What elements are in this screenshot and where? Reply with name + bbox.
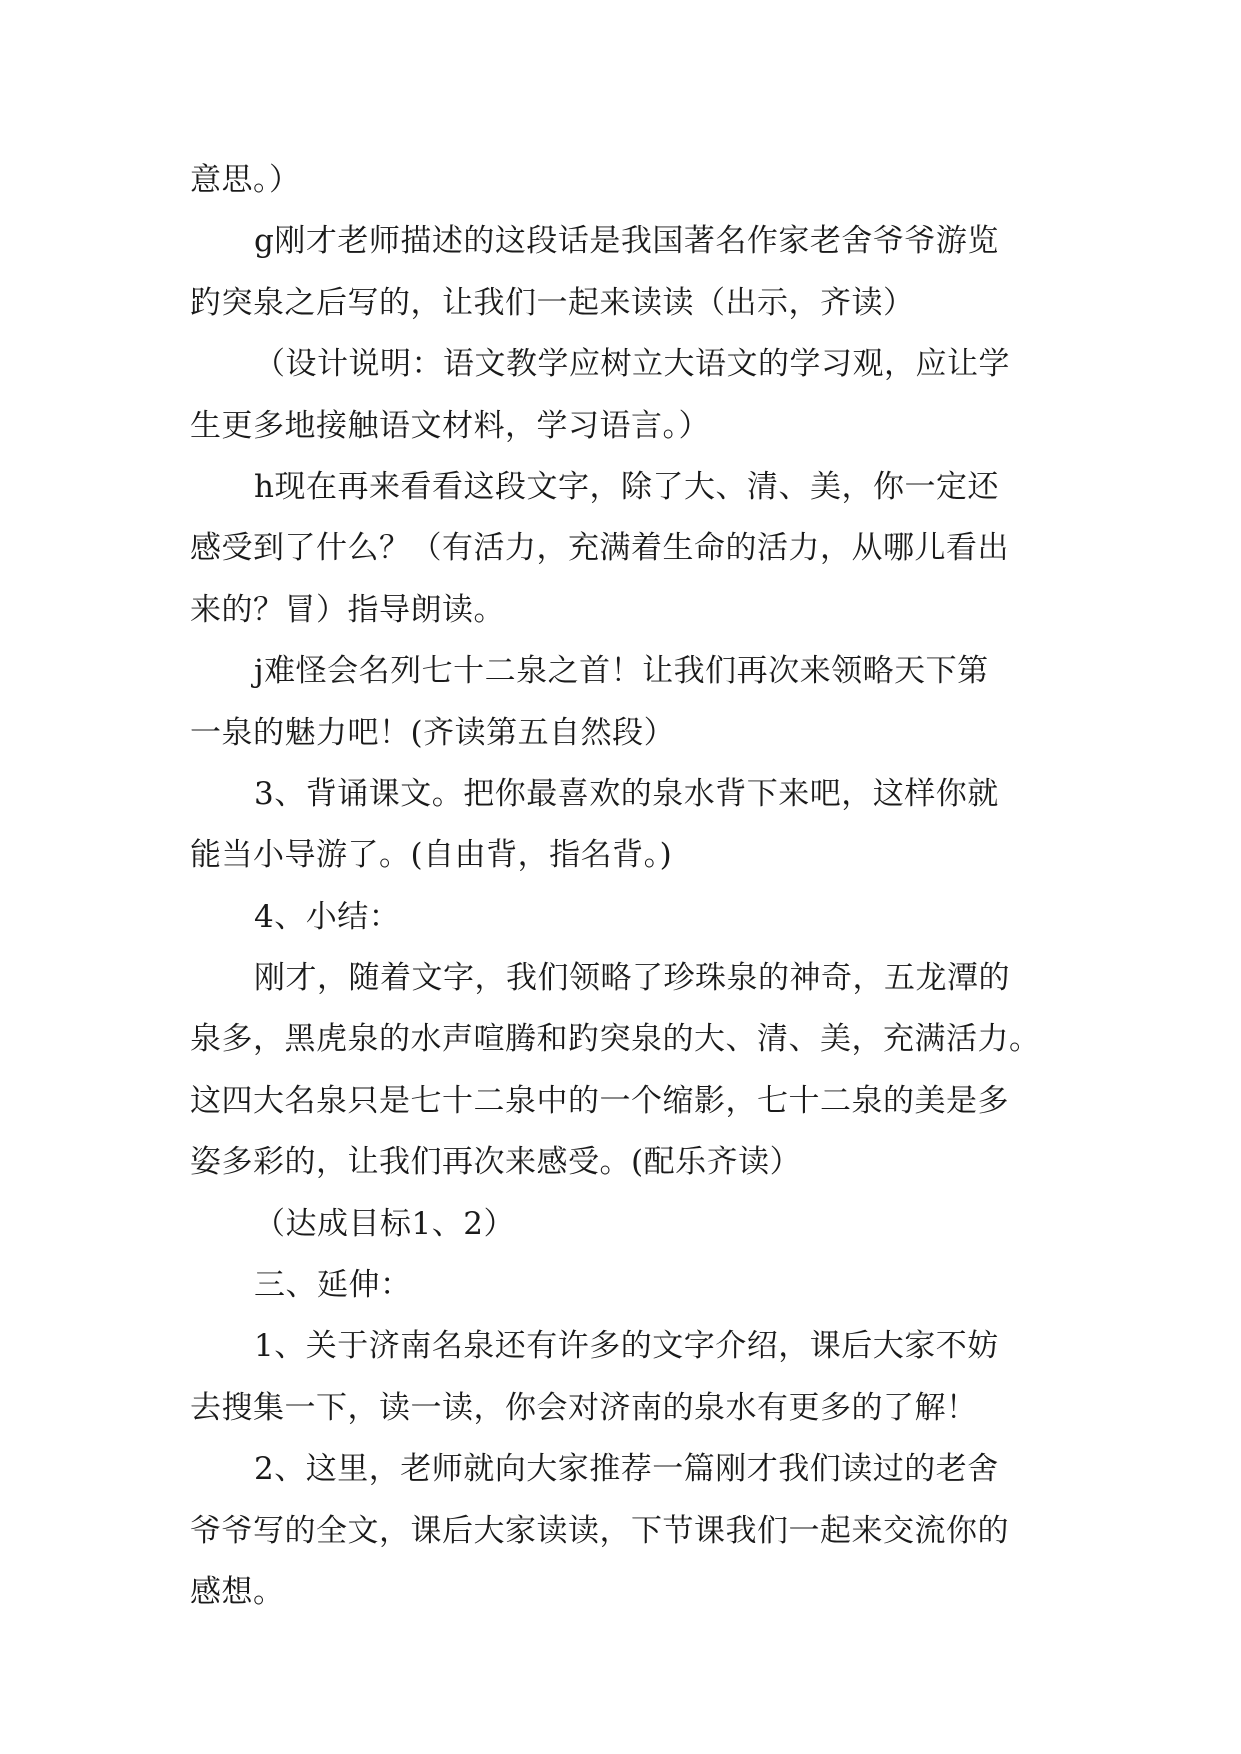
text-line: 感想。 bbox=[190, 1573, 285, 1610]
text-line: 能当小导游了。(自由背，指名背。) bbox=[190, 837, 673, 874]
text-line: 2、这里，老师就向大家推荐一篇刚才我们读过的老舍 bbox=[254, 1451, 999, 1488]
text-line: 感受到了什么？（有活力，充满着生命的活力，从哪儿看出 bbox=[190, 530, 1009, 567]
text-line: 意思。） bbox=[190, 162, 301, 198]
text-line: j难怪会名列七十二泉之首！让我们再次来领略天下第 bbox=[254, 653, 989, 690]
text-line: 泉多，黑虎泉的水声喧腾和趵突泉的大、清、美，充满活力。 bbox=[190, 1021, 1041, 1058]
text-line: 1、关于济南名泉还有许多的文字介绍，课后大家不妨 bbox=[254, 1328, 999, 1365]
text-line: （达成目标1、2） bbox=[254, 1205, 515, 1242]
text-line: g刚才老师描述的这段话是我国著名作家老舍爷爷游览 bbox=[254, 223, 999, 260]
text-line: 姿多彩的，让我们再次来感受。(配乐齐读） bbox=[190, 1144, 802, 1181]
document-body bbox=[190, 150, 1060, 1623]
text-line: （设计说明：语文教学应树立大语文的学习观，应让学 bbox=[254, 346, 1010, 383]
text-line: 3、背诵课文。把你最喜欢的泉水背下来吧，这样你就 bbox=[254, 775, 999, 812]
text-line: 一泉的魅力吧！(齐读第五自然段） bbox=[190, 714, 676, 751]
text-line: 爷爷写的全文，课后大家读读，下节课我们一起来交流你的 bbox=[190, 1512, 1009, 1549]
text-line: h现在再来看看这段文字，除了大、清、美，你一定还 bbox=[254, 468, 999, 505]
text-line: 生更多地接触语文材料，学习语言。） bbox=[190, 407, 710, 444]
text-line: 这四大名泉只是七十二泉中的一个缩影，七十二泉的美是多 bbox=[190, 1082, 1009, 1119]
text-line: 趵突泉之后写的，让我们一起来读读（出示，齐读） bbox=[190, 284, 915, 321]
text-line: 去搜集一下，读一读，你会对济南的泉水有更多的了解！ bbox=[190, 1389, 978, 1426]
text-line: 来的？冒）指导朗读。 bbox=[190, 591, 505, 628]
text-line: 4、小结： bbox=[254, 898, 401, 935]
text-line: 三、延伸： bbox=[254, 1267, 412, 1304]
text-line: 刚才，随着文字，我们领略了珍珠泉的神奇，五龙潭的 bbox=[254, 960, 1010, 997]
